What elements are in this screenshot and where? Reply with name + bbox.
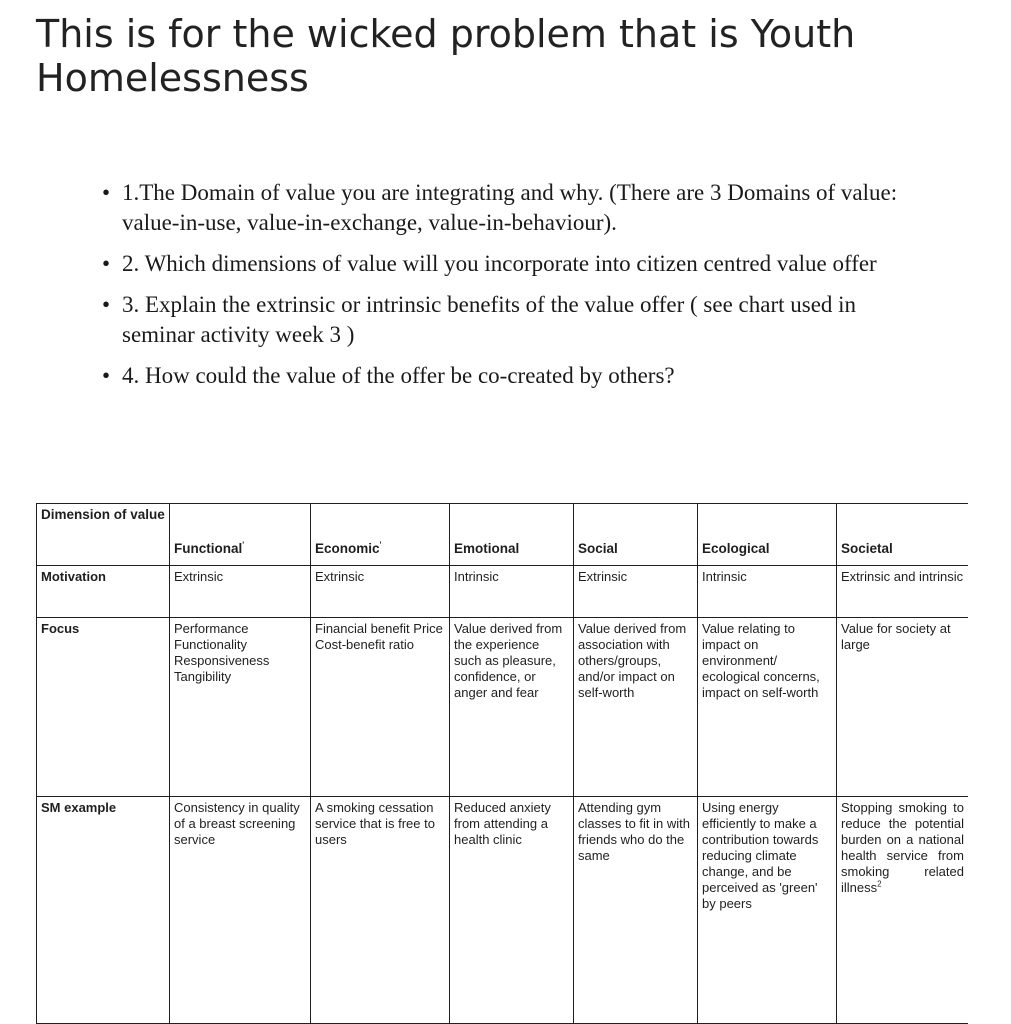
table-cell: Financial benefit Price Cost-benefit ratio [311,618,450,797]
bullet-marker: • [102,363,111,388]
table-cell: Using energy efficiently to make a contribution towards reducing climate change, and be perceived as 'green' by peers [698,797,837,1024]
value-dimensions-table [36,503,968,1024]
row-label-focus: Focus [37,618,170,797]
bullet-marker: • [102,292,111,317]
table-cell: A smoking cessation service that is free to users [311,797,450,1024]
table-row-focus [37,618,969,797]
question-item [100,178,930,238]
footnote-mark: 2 [877,879,882,889]
table-cell: Extrinsic [170,566,311,618]
table-cell: Extrinsic [574,566,698,618]
table-cell: Extrinsic and intrinsic [837,566,969,618]
bullet-marker: • [102,180,111,205]
column-header-ecological: Ecological [698,504,837,566]
question-item [100,290,930,350]
column-header-emotional: Emotional [450,504,574,566]
column-header-societal: Societal [837,504,969,566]
bullet-marker: • [102,251,111,276]
question-item [100,361,930,391]
column-header-functional [170,504,311,566]
table-cell: Value relating to impact on environment/ ecological concerns, impact on self-worth [698,618,837,797]
table-header-row [37,504,969,566]
footnote-mark: ' [242,540,245,550]
table-cell [837,797,969,1024]
table-cell: Reduced anxiety from attending a health clinic [450,797,574,1024]
footnote-mark: ' [379,540,382,550]
row-label-motivation: Motivation [37,566,170,618]
question-text: 4. How could the value of the offer be co-created by others? [122,363,675,388]
question-item [100,249,930,279]
corner-label: Dimension of value [37,504,170,566]
row-label-sm-example: SM example [37,797,170,1024]
cell-text: Stopping smoking to reduce the potential burden on a national health service from smoking related illness [841,800,964,895]
question-text: 2. Which dimensions of value will you incorporate into citizen centred value offer [122,251,877,276]
column-header-social: Social [574,504,698,566]
table-cell: Value for society at large [837,618,969,797]
table-row-motivation [37,566,969,618]
table-cell: Intrinsic [698,566,837,618]
table-cell: Value derived from the experience such as pleasure, confidence, or anger and fear [450,618,574,797]
table-cell: Extrinsic [311,566,450,618]
column-header-label: Economic [315,541,380,556]
table-cell: Value derived from association with others/groups, and/or impact on self-worth [574,618,698,797]
question-list [100,178,930,402]
value-dimensions-table-container [36,503,968,1024]
table-row-sm-example [37,797,969,1024]
column-header-label: Functional [174,541,243,556]
table-cell: Performance Functionality Responsiveness Tangibility [170,618,311,797]
table-cell: Intrinsic [450,566,574,618]
question-text: 3. Explain the extrinsic or intrinsic benefits of the value offer ( see chart used in seminar activity week 3 ) [122,292,857,347]
question-text: 1.The Domain of value you are integrating and why. (There are 3 Domains of value: value-in-use, value-in-exchange, value-in-behaviour). [122,180,898,235]
table-cell: Consistency in quality of a breast screening service [170,797,311,1024]
page-title: This is for the wicked problem that is Youth Homelessness [36,12,856,100]
column-header-economic [311,504,450,566]
table-cell: Attending gym classes to fit in with friends who do the same [574,797,698,1024]
